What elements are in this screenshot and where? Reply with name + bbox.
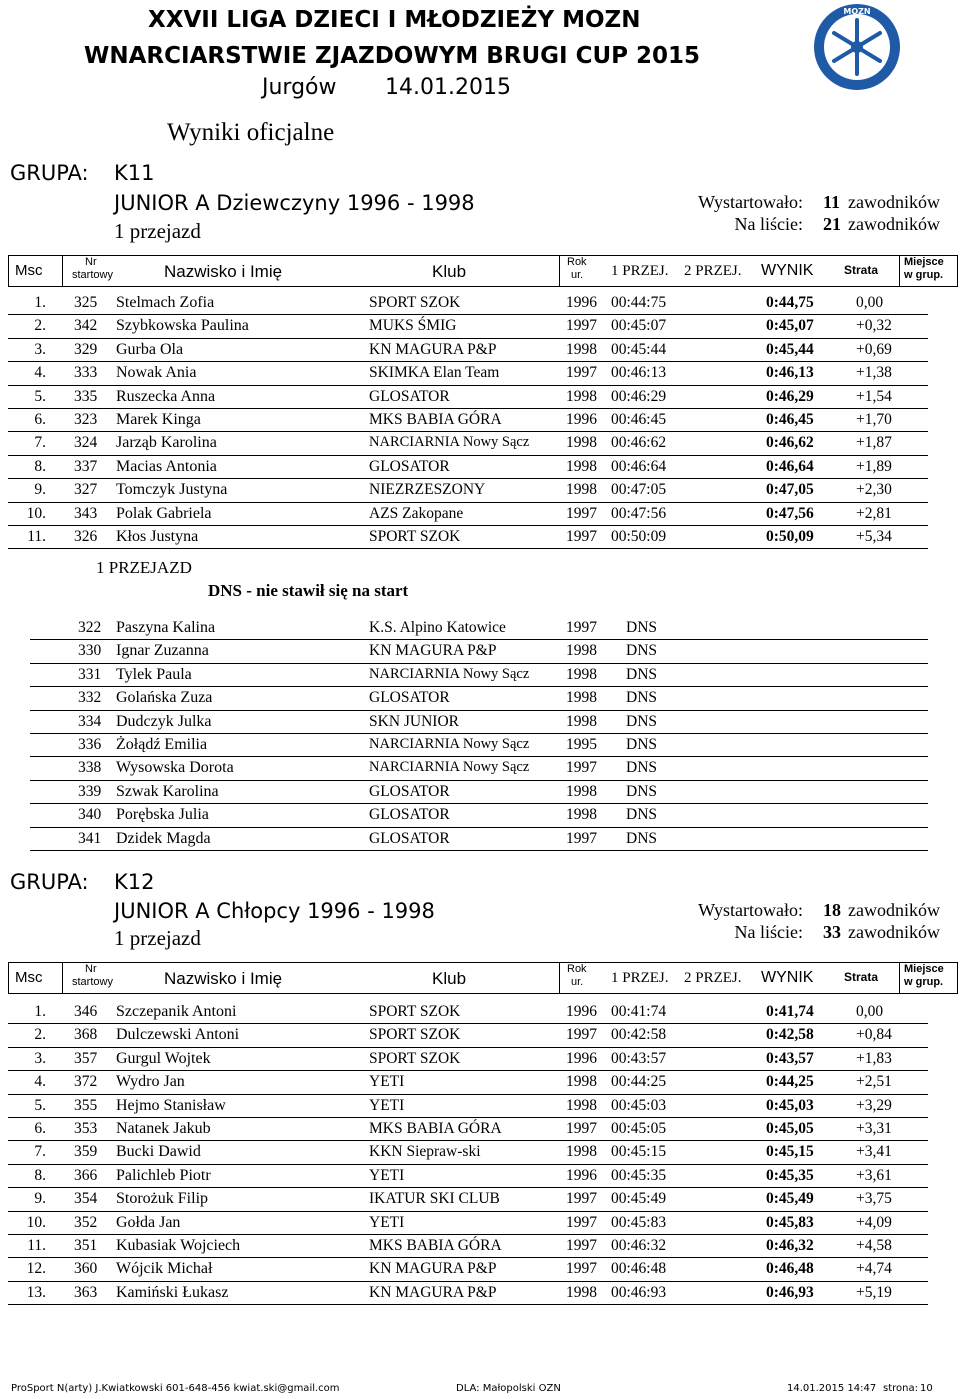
mozn-logo: [812, 2, 902, 92]
col-nr: Nr: [85, 256, 97, 268]
table-row: 10. 352 Gołda Jan YETI 1997 00:45:83 0:45,83 +4,09: [8, 1212, 928, 1235]
table-row: 9. 327 Tomczyk Justyna NIEZRZESZONY 1998 00:47:05 0:47,05 +2,30: [8, 479, 928, 502]
list-item: 338 Wysowska Dorota NARCIARNIA Nowy Sącz 1997 DNS: [30, 757, 928, 780]
table-row: 7. 359 Bucki Dawid KKN Siepraw-ski 1998 00:45:15 0:45,15 +3,41: [8, 1141, 928, 1164]
event-place: Jurgów: [262, 75, 337, 100]
group1-list-unit: zawodników: [848, 214, 940, 234]
col-club: Klub: [432, 262, 467, 281]
col-result: WYNIK: [761, 262, 814, 279]
col-name: Nazwisko i Imię: [164, 262, 283, 281]
group1-category: JUNIOR A Dziewczyny 1996 - 1998: [114, 191, 475, 215]
group1-started-count: 11: [823, 192, 841, 212]
logo-text: MOZN: [843, 7, 871, 16]
list-item: 336 Żołądź Emilia NARCIARNIA Nowy Sącz 1995 DNS: [30, 734, 928, 757]
group1-results: [8, 292, 928, 549]
table-row: 3. 329 Gurba Ola KN MAGURA P&P 1998 00:45:44 0:45,44 +0,69: [8, 339, 928, 362]
group1-label: GRUPA:: [10, 161, 89, 185]
footer-client: DLA: Małopolski OZN: [456, 1383, 561, 1394]
col-name: Nazwisko i Imię: [164, 969, 283, 988]
group1-started-unit: zawodników: [848, 192, 940, 212]
col-startowy: startowy: [72, 269, 113, 281]
table-row: 5. 355 Hejmo Stanisław YETI 1998 00:45:03 0:45,03 +3,29: [8, 1095, 928, 1118]
list-item: 330 Ignar Zuzanna KN MAGURA P&P 1998 DNS: [30, 640, 928, 663]
table-row: 8. 337 Macias Antonia GLOSATOR 1998 00:46:64 0:46,64 +1,89: [8, 456, 928, 479]
col-startowy: startowy: [72, 976, 113, 988]
group2-started-unit: zawodników: [848, 900, 940, 920]
list-item: 322 Paszyna Kalina K.S. Alpino Katowice 1997 DNS: [30, 617, 928, 640]
group2-runs: 1 przejazd: [114, 926, 201, 950]
group1-started-label: Wystartowało:: [698, 192, 803, 212]
col-wgrup: w grup.: [904, 269, 944, 281]
footer-page-label: strona:: [883, 1383, 918, 1394]
footer-credits: ProSport N(arty) J.Kwiatkowski 601-648-456 kwiat.ski@gmail.com: [11, 1383, 340, 1394]
group2-code: K12: [114, 870, 155, 894]
table-row: 2. 342 Szybkowska Paulina MUKS ŚMIG 1997 00:45:07 0:45,07 +0,32: [8, 315, 928, 338]
col-rok: Rok: [567, 256, 587, 268]
list-item: 341 Dzidek Magda GLOSATOR 1997 DNS: [30, 828, 928, 851]
table-row: 12. 360 Wójcik Michał KN MAGURA P&P 1997 00:46:48 0:46,48 +4,74: [8, 1258, 928, 1281]
table-row: 10. 343 Polak Gabriela AZS Zakopane 1997 00:47:56 0:47,56 +2,81: [8, 503, 928, 526]
event-title-line1: XXVII LIGA DZIECI I MŁODZIEŻY MOZN: [148, 7, 641, 33]
group2-list-label: Na liście:: [734, 922, 803, 942]
col-result: WYNIK: [761, 969, 814, 986]
event-title-line2: WNARCIARSTWIE ZJAZDOWYM BRUGI CUP 2015: [84, 43, 701, 69]
col-run1: 1 PRZEJ.: [611, 263, 669, 279]
col-miejsce: Miejsce: [904, 256, 944, 268]
table-row: 7. 324 Jarząb Karolina NARCIARNIA Nowy Sącz 1998 00:46:62 0:46,62 +1,87: [8, 432, 928, 455]
table-row: 5. 335 Ruszecka Anna GLOSATOR 1998 00:46:29 0:46,29 +1,54: [8, 386, 928, 409]
footer-page-number: 10: [920, 1383, 933, 1394]
list-item: 332 Golańska Zuza GLOSATOR 1998 DNS: [30, 687, 928, 710]
col-miejsce: Miejsce: [904, 963, 944, 975]
col-wgrup: w grup.: [904, 976, 944, 988]
table-row: 11. 351 Kubasiak Wojciech MKS BABIA GÓRA 1997 00:46:32 0:46,32 +4,58: [8, 1235, 928, 1258]
col-club: Klub: [432, 969, 467, 988]
dns-subtitle: DNS - nie stawił się na start: [208, 581, 409, 600]
dns-list: [30, 617, 928, 851]
table-row: 8. 366 Palichleb Piotr YETI 1996 00:45:35 0:45,35 +3,61: [8, 1165, 928, 1188]
table-row: 1. 325 Stelmach Zofia SPORT SZOK 1996 00:44:75 0:44,75 0,00: [8, 292, 928, 315]
group2-list-count: 33: [823, 922, 841, 942]
group2-started-label: Wystartowało:: [698, 900, 803, 920]
group2-started-count: 18: [823, 900, 841, 920]
group2-results: [8, 1001, 928, 1305]
list-item: 334 Dudczyk Julka SKN JUNIOR 1998 DNS: [30, 711, 928, 734]
col-ur: ur.: [571, 976, 584, 988]
list-item: 339 Szwak Karolina GLOSATOR 1998 DNS: [30, 781, 928, 804]
group1-list-count: 21: [823, 214, 841, 234]
group1-column-header: [8, 255, 958, 287]
group2-column-header: [8, 962, 958, 994]
col-nr: Nr: [85, 963, 97, 975]
col-run2: 2 PRZEJ.: [684, 970, 742, 986]
table-row: 6. 323 Marek Kinga MKS BABIA GÓRA 1996 00:46:45 0:46,45 +1,70: [8, 409, 928, 432]
dns-run-title: 1 PRZEJAZD: [96, 558, 192, 577]
col-msc: Msc: [15, 262, 43, 279]
group2-category: JUNIOR A Chłopcy 1996 - 1998: [114, 899, 435, 923]
group2-list-unit: zawodników: [848, 922, 940, 942]
table-row: 4. 333 Nowak Ania SKIMKA Elan Team 1997 00:46:13 0:46,13 +1,38: [8, 362, 928, 385]
results-label: Wyniki oficjalne: [167, 119, 335, 146]
col-strata: Strata: [844, 263, 879, 277]
table-row: 9. 354 Storożuk Filip IKATUR SKI CLUB 1997 00:45:49 0:45,49 +3,75: [8, 1188, 928, 1211]
table-row: 6. 353 Natanek Jakub MKS BABIA GÓRA 1997 00:45:05 0:45,05 +3,31: [8, 1118, 928, 1141]
list-item: 331 Tylek Paula NARCIARNIA Nowy Sącz 1998 DNS: [30, 664, 928, 687]
table-row: 2. 368 Dulczewski Antoni SPORT SZOK 1997 00:42:58 0:42,58 +0,84: [8, 1024, 928, 1047]
group1-runs: 1 przejazd: [114, 219, 201, 243]
table-row: 13. 363 Kamiński Łukasz KN MAGURA P&P 1998 00:46:93 0:46,93 +5,19: [8, 1282, 928, 1305]
table-row: 3. 357 Gurgul Wojtek SPORT SZOK 1996 00:43:57 0:43,57 +1,83: [8, 1048, 928, 1071]
col-run1: 1 PRZEJ.: [611, 970, 669, 986]
list-item: 340 Porębska Julia GLOSATOR 1998 DNS: [30, 804, 928, 827]
col-msc: Msc: [15, 969, 43, 986]
col-ur: ur.: [571, 269, 584, 281]
table-row: 11. 326 Kłos Justyna SPORT SZOK 1997 00:50:09 0:50,09 +5,34: [8, 526, 928, 549]
table-row: 4. 372 Wydro Jan YETI 1998 00:44:25 0:44,25 +2,51: [8, 1071, 928, 1094]
col-rok: Rok: [567, 963, 587, 975]
table-row: 1. 346 Szczepanik Antoni SPORT SZOK 1996 00:41:74 0:41,74 0,00: [8, 1001, 928, 1024]
col-strata: Strata: [844, 970, 879, 984]
group1-list-label: Na liście:: [734, 214, 803, 234]
group1-code: K11: [114, 161, 155, 185]
footer-datetime: 14.01.2015 14:47: [787, 1383, 877, 1394]
group2-label: GRUPA:: [10, 870, 89, 894]
col-run2: 2 PRZEJ.: [684, 263, 742, 279]
event-date: 14.01.2015: [385, 75, 511, 100]
